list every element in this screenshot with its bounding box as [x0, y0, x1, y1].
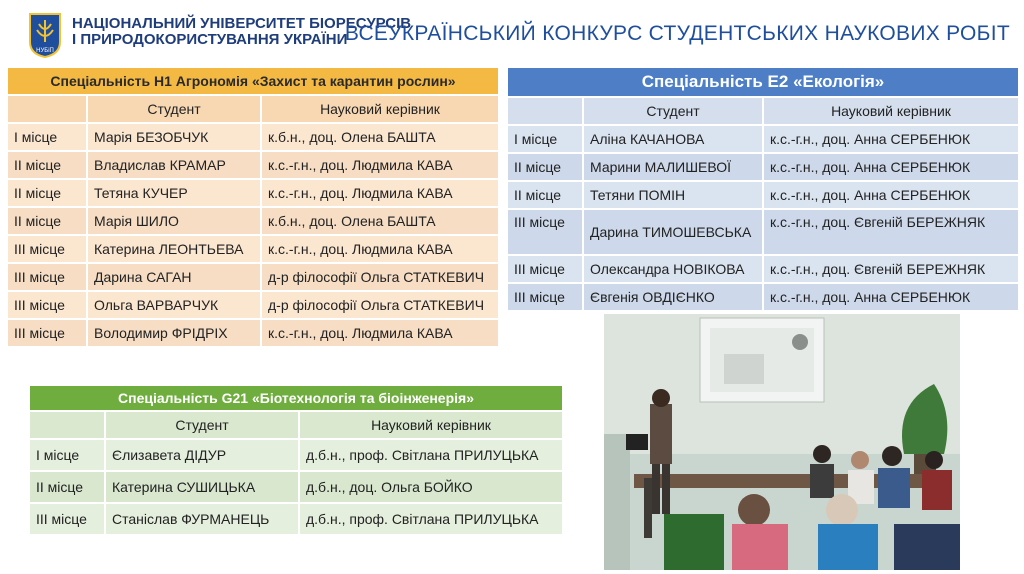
student-cell: Аліна КАЧАНОВА [584, 126, 762, 152]
attendee-jacket [894, 524, 960, 570]
student-cell: Марія БЕЗОБЧУК [88, 124, 260, 150]
table-row [30, 440, 562, 470]
table-row [508, 154, 1018, 180]
place-cell: ІІІ місце [8, 292, 86, 318]
table-row [8, 236, 498, 262]
page-title: ВСЕУКРАЇНСЬКИЙ КОНКУРС СТУДЕНТСЬКИХ НАУКОВИХ РОБІТ [344, 22, 1010, 45]
place-cell: ІІ місце [508, 154, 582, 180]
supervisor-cell: к.с.-г.н., доц. Людмила КАВА [262, 320, 498, 346]
university-line-1: НАЦІОНАЛЬНИЙ УНІВЕРСИТЕТ БІОРЕСУРСІВ [72, 15, 412, 32]
place-cell: ІІІ місце [8, 264, 86, 290]
attendee-body [810, 464, 834, 498]
student-cell: Тетяна КУЧЕР [88, 180, 260, 206]
supervisor-cell: к.с.-г.н., доц. Анна СЕРБЕНЮК [764, 182, 1018, 208]
supervisor-cell: к.с.-г.н., доц. Людмила КАВА [262, 236, 498, 262]
place-cell: І місце [30, 440, 104, 470]
supervisor-cell: к.с.-г.н., доц. Євгеній БЕРЕЖНЯК [764, 210, 1018, 254]
column-header: Студент [584, 98, 762, 124]
table-row [8, 152, 498, 178]
column-header: Студент [88, 96, 260, 122]
student-cell: Марія ШИЛО [88, 208, 260, 234]
attendee-body [922, 470, 952, 510]
table-row [8, 264, 498, 290]
supervisor-cell: д.б.н., доц. Ольга БОЙКО [300, 472, 562, 502]
table-biotechnology [28, 384, 564, 536]
table-ecology [506, 66, 1020, 312]
table-row [508, 256, 1018, 282]
table-row [8, 124, 498, 150]
student-cell: Катерина СУШИЦЬКА [106, 472, 298, 502]
supervisor-cell: к.с.-г.н., доц. Анна СЕРБЕНЮК [764, 154, 1018, 180]
table-row [508, 284, 1018, 310]
supervisor-cell: д-р філософії Ольга СТАТКЕВИЧ [262, 292, 498, 318]
table-row [8, 208, 498, 234]
place-cell: І місце [508, 126, 582, 152]
header [0, 0, 1024, 64]
column-header: Науковий керівник [262, 96, 498, 122]
table-row [8, 292, 498, 318]
student-cell: Дарина САГАН [88, 264, 260, 290]
table-row [508, 210, 1018, 254]
student-cell: Владислав КРАМАР [88, 152, 260, 178]
supervisor-cell: к.с.-г.н., доц. Євгеній БЕРЕЖНЯК [764, 256, 1018, 282]
university-line-2: І ПРИРОДОКОРИСТУВАННЯ УКРАЇНИ [72, 31, 348, 48]
logo-label: НУБіП [36, 48, 54, 54]
column-header [30, 412, 104, 438]
presenter-body [650, 404, 672, 464]
student-cell: Дарина ТИМОШЕВСЬКА [584, 210, 762, 254]
student-cell: Євгенія ОВДІЄНКО [584, 284, 762, 310]
place-cell: ІІІ місце [508, 210, 582, 254]
table-row [30, 472, 562, 502]
student-cell: Марини МАЛИШЕВОЇ [584, 154, 762, 180]
student-cell: Ольга ВАРВАРЧУК [88, 292, 260, 318]
supervisor-cell: д.б.н., проф. Світлана ПРИЛУЦЬКА [300, 440, 562, 470]
table-row [508, 182, 1018, 208]
place-cell: ІІІ місце [508, 284, 582, 310]
place-cell: І місце [8, 124, 86, 150]
presenter-head [652, 389, 670, 407]
place-cell: ІІІ місце [8, 320, 86, 346]
attendee-head [925, 451, 943, 469]
supervisor-cell: к.с.-г.н., доц. Анна СЕРБЕНЮК [764, 126, 1018, 152]
presenter-leg [652, 464, 660, 514]
place-cell: ІІ місце [8, 152, 86, 178]
attendee-head [851, 451, 869, 469]
monitor [626, 434, 648, 450]
place-cell: ІІІ місце [508, 256, 582, 282]
table-leg [644, 478, 652, 538]
supervisor-cell: к.с.-г.н., доц. Людмила КАВА [262, 152, 498, 178]
place-cell: ІІІ місце [30, 504, 104, 534]
table-row [30, 504, 562, 534]
university-logo [28, 12, 62, 58]
attendee-body [878, 468, 910, 508]
supervisor-cell: к.б.н., доц. Олена БАШТА [262, 124, 498, 150]
place-cell: ІІІ місце [8, 236, 86, 262]
column-header: Студент [106, 412, 298, 438]
attendee-head [738, 494, 770, 526]
green-chair [664, 514, 724, 570]
attendee-head [826, 494, 858, 526]
column-header [8, 96, 86, 122]
table-caption: Спеціальність Е2 «Екологія» [508, 68, 1018, 96]
presenter-leg [662, 464, 670, 514]
place-cell: ІІ місце [508, 182, 582, 208]
column-header: Науковий керівник [764, 98, 1018, 124]
slide-picture [724, 354, 764, 384]
table-caption: Спеціальність G21 «Біотехнологія та біоінженерія» [30, 386, 562, 410]
supervisor-cell: к.б.н., доц. Олена БАШТА [262, 208, 498, 234]
column-header [508, 98, 582, 124]
student-cell: Тетяни ПОМІН [584, 182, 762, 208]
place-cell: ІІ місце [8, 208, 86, 234]
attendee-head [882, 446, 902, 466]
attendee-body [818, 524, 878, 570]
supervisor-cell: д.б.н., проф. Світлана ПРИЛУЦЬКА [300, 504, 562, 534]
photo-door [604, 434, 630, 570]
attendee-head [813, 445, 831, 463]
student-cell: Єлизавета ДІДУР [106, 440, 298, 470]
table-row [508, 126, 1018, 152]
table-agronomy [6, 66, 500, 348]
student-cell: Володимир ФРІДРІХ [88, 320, 260, 346]
place-cell: ІІ місце [30, 472, 104, 502]
student-cell: Катерина ЛЕОНТЬЕВА [88, 236, 260, 262]
attendee-body [732, 524, 788, 570]
student-cell: Станіслав ФУРМАНЕЦЬ [106, 504, 298, 534]
supervisor-cell: к.с.-г.н., доц. Людмила КАВА [262, 180, 498, 206]
slide-image-icon [792, 334, 808, 350]
event-photo [604, 314, 960, 570]
supervisor-cell: д-р філософії Ольга СТАТКЕВИЧ [262, 264, 498, 290]
place-cell: ІІ місце [8, 180, 86, 206]
table-row [8, 180, 498, 206]
table-caption: Спеціальність Н1 Агрономія «Захист та карантин рослин» [8, 68, 498, 94]
table-row [8, 320, 498, 346]
supervisor-cell: к.с.-г.н., доц. Анна СЕРБЕНЮК [764, 284, 1018, 310]
student-cell: Олександра НОВІКОВА [584, 256, 762, 282]
column-header: Науковий керівник [300, 412, 562, 438]
